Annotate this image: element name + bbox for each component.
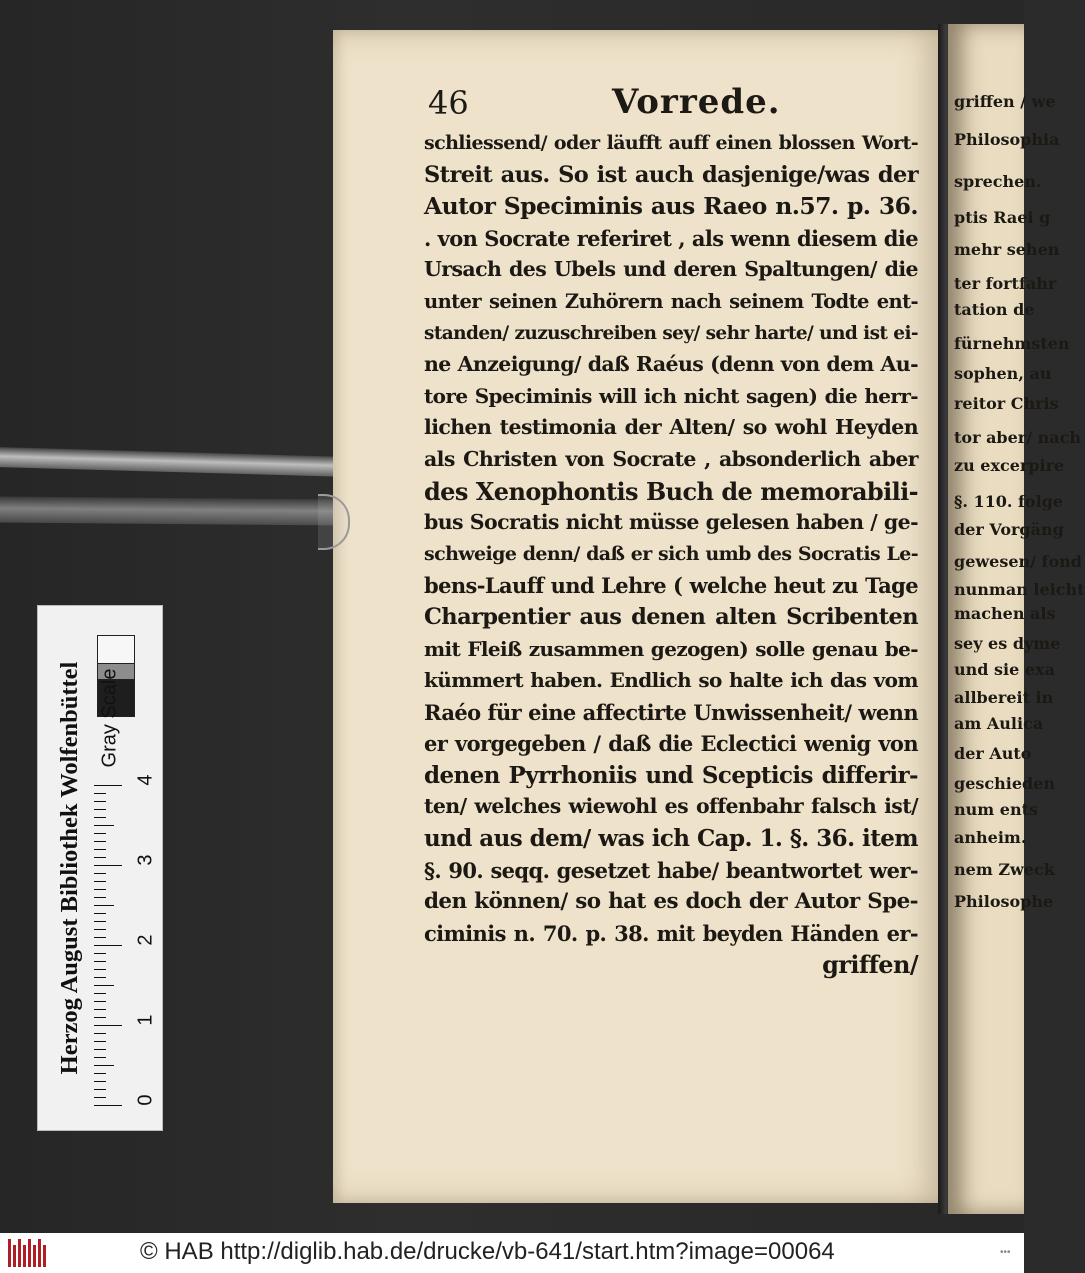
ruler-tick <box>94 1009 106 1010</box>
facing-page-line: griffen / we <box>954 92 1056 111</box>
hab-logo-icon[interactable] <box>8 1239 48 1267</box>
ruler-tick <box>94 849 106 850</box>
book-clamp-bar-lower <box>0 496 345 525</box>
ruler-number: 3 <box>134 854 157 866</box>
ruler-tick <box>94 961 106 962</box>
text-line: als Christen von Socrate , absonderlich aber <box>424 446 918 471</box>
facing-page-line: der Auto <box>954 744 1032 763</box>
facing-page-line: anheim. <box>954 828 1027 847</box>
text-line: schliessend/ oder läufft auff einen blossen Wort- <box>424 132 918 154</box>
gray-scale-label: Gray Scale <box>98 668 121 768</box>
text-line: mit Fleiß zusammen gezogen) solle genau be- <box>424 636 918 661</box>
color-card-title-text: Herzog August Bibliothek Wolfenbüttel <box>56 661 83 1075</box>
text-line: Autor Speciminis aus Raeo n.57. p. 36. <box>424 192 918 221</box>
ruler-tick <box>94 825 114 826</box>
ruler-tick <box>94 817 106 818</box>
text-line: standen/ zuzuschreiben sey/ sehr harte/ und ist ei- <box>424 322 918 344</box>
text-line: Ursach des Ubels und deren Spaltungen/ die <box>424 257 918 282</box>
facing-page-line: nem Zweck <box>954 860 1055 879</box>
ruler-tick <box>94 1041 106 1042</box>
text-line: lichen testimonia der Alten/ so wohl Heyden <box>424 415 918 440</box>
text-line: ten/ welches wiewohl es offenbahr falsch ist/ <box>424 794 918 819</box>
text-line: unter seinen Zuhörern nach seinem Todte ent- <box>424 289 918 313</box>
ruler-tick <box>94 785 122 786</box>
facing-page-line: allbereit in <box>954 688 1054 707</box>
text-line: und aus dem/ was ich Cap. 1. §. 36. item <box>424 825 918 853</box>
ruler-number: 1 <box>134 1014 157 1026</box>
ruler-tick <box>94 1049 106 1050</box>
ruler-tick <box>94 865 122 866</box>
facing-page-line: und sie exa <box>954 660 1055 679</box>
ruler-tick <box>94 905 114 906</box>
facing-page-line: sey es dyme <box>954 634 1061 653</box>
facing-page-line: reitor Chris <box>954 394 1059 413</box>
facing-page-line: sprechen. <box>954 172 1042 191</box>
ruler-tick <box>94 897 106 898</box>
ruler-tick <box>94 793 106 794</box>
ruler-tick <box>94 953 106 954</box>
text-line: tore Speciminis will ich nicht sagen) die herr- <box>424 383 918 408</box>
ruler-tick <box>94 969 106 970</box>
facing-page-line: Philosophia <box>954 130 1060 149</box>
ruler-tick <box>94 1081 106 1082</box>
ruler-tick <box>94 929 106 930</box>
facing-page-line: der Vorgäng <box>954 520 1064 539</box>
ruler-tick <box>94 833 106 834</box>
facing-page-line: zu excerpire <box>954 456 1065 475</box>
ruler-tick <box>94 1033 106 1034</box>
ruler-tick <box>94 1057 106 1058</box>
facing-page-line: geschieden <box>954 774 1056 793</box>
ruler-tick <box>94 1073 106 1074</box>
text-line: kümmert haben. Endlich so halte ich das vom <box>424 668 918 693</box>
facing-page-line: tation de <box>954 300 1035 319</box>
facing-page-line: mehr sehen <box>954 240 1060 259</box>
text-line: Streit aus. So ist auch dasjenige/was der <box>424 161 918 188</box>
facing-page-line: nunman leicht <box>954 580 1085 599</box>
text-line: bens-Lauff und Lehre ( welche heut zu Tage <box>424 573 918 599</box>
text-line: §. 90. seqq. gesetzet habe/ beantwortet wer- <box>424 857 918 883</box>
facing-page-line: §. 110. folge <box>954 492 1064 511</box>
ruler-tick <box>94 1105 122 1106</box>
page-text-block <box>424 128 918 981</box>
page-number: 46 <box>428 84 469 122</box>
facing-page-line: ptis Raei g <box>954 208 1051 227</box>
facing-page-line: fürnehmsten <box>954 334 1070 353</box>
ruler-tick <box>94 1025 122 1026</box>
text-line: bus Socratis nicht müsse gelesen haben / ge- <box>424 510 918 535</box>
facing-page-line: gewesen/ fond <box>954 552 1082 571</box>
ruler-tick <box>94 1097 106 1098</box>
ruler-number: 0 <box>134 1094 157 1106</box>
facing-page-line: sophen, au <box>954 364 1052 383</box>
ruler-tick <box>94 993 106 994</box>
ruler-tick <box>94 977 106 978</box>
book-page-right-partial <box>948 24 1085 1214</box>
ruler-tick <box>94 873 106 874</box>
ruler-tick <box>94 881 106 882</box>
facing-page-line: machen als <box>954 604 1056 623</box>
ruler-tick <box>94 801 106 802</box>
ruler-tick <box>94 1065 114 1066</box>
corner-mark: ••• <box>1000 1247 1011 1258</box>
ruler-tick <box>94 889 106 890</box>
ruler-tick <box>94 1017 106 1018</box>
text-line: den können/ so hat es doch der Autor Spe- <box>424 889 918 915</box>
ruler-tick <box>94 921 106 922</box>
gray-swatch-white <box>97 635 135 665</box>
text-line: er vorgegeben / daß die Eclectici wenig von <box>424 731 918 757</box>
text-line: denen Pyrrhoniis und Scepticis differir- <box>424 761 918 789</box>
text-line: ne Anzeigung/ daß Raéus (denn von dem Au- <box>424 352 918 377</box>
text-line: Charpentier aus denen alten Scribenten <box>424 603 918 630</box>
text-line: . von Socrate referiret , als wenn diesem die <box>424 225 918 251</box>
facing-page-line: tor aber/ nach <box>954 428 1082 447</box>
copyright-url[interactable]: © HAB http://diglib.hab.de/drucke/vb-641/start.htm?image=00064 <box>140 1238 835 1265</box>
ruler-number: 4 <box>134 774 157 786</box>
text-line: ciminis n. 70. p. 38. mit beyden Händen er- <box>424 920 918 946</box>
footer-bar <box>0 1233 1024 1273</box>
facing-page-line: Philosophe <box>954 892 1054 911</box>
ruler-tick <box>94 985 114 986</box>
ruler-tick <box>94 945 122 946</box>
ruler-tick <box>94 1089 106 1090</box>
ruler-tick <box>94 913 106 914</box>
ruler-tick <box>94 841 106 842</box>
text-line: des Xenophontis Buch de memorabili- <box>424 476 918 506</box>
text-line: Raéo für eine affectirte Unwissenheit/ wenn <box>424 699 918 725</box>
running-head: Vorrede. <box>612 82 781 122</box>
ruler-tick <box>94 809 106 810</box>
color-card-ruler <box>94 785 134 1107</box>
ruler-tick <box>94 937 106 938</box>
facing-page-line: ter fortfahr <box>954 274 1057 293</box>
ruler-tick <box>94 1001 106 1002</box>
facing-page-line: am Aulica <box>954 714 1044 733</box>
ruler-tick <box>94 857 106 858</box>
ruler-number: 2 <box>134 934 157 946</box>
text-line: schweige denn/ daß er sich umb des Socratis Le- <box>424 542 918 565</box>
catchword: griffen/ <box>822 950 918 980</box>
facing-page-line: num ents <box>954 800 1038 819</box>
